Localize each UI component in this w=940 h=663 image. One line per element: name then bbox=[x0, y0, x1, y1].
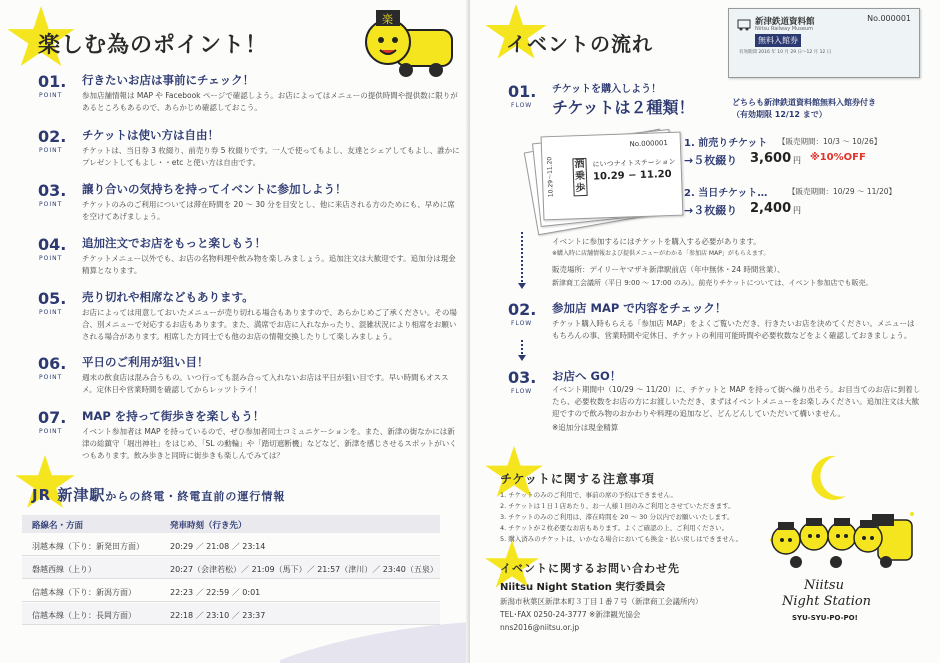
point-number: 02. bbox=[38, 127, 67, 146]
jr-section-title bbox=[32, 484, 285, 505]
event-ticket-side: 10.29〜11.20 bbox=[546, 156, 555, 198]
point-label: POINT bbox=[39, 428, 63, 435]
notes-title: チケットに関する注意事項 bbox=[500, 472, 655, 486]
point-label: POINT bbox=[39, 92, 63, 99]
row-line: 磐越西線（上り） bbox=[32, 565, 96, 574]
point-02 bbox=[38, 127, 468, 177]
flow-body: イベント期間中（10/29 〜 11/20）に、チケットと MAP を持って街へ繰り出そう。お目当てのお店に到着したら、必要枚数をお店の方にお渡しいただき、まずはイベントメニューをお楽しみください。追加注文は大歓迎ですので飲み物のおかわりや料理の追加など、どんどんしていただいて構いません。 bbox=[552, 385, 921, 418]
row-line: 信越本線（上り：長岡方面） bbox=[32, 611, 136, 620]
event-ticket-name: にいつナイトステーション bbox=[592, 157, 676, 169]
flow-body: チケット購入時もらえる「参加店 MAP」をよくご覧いただき、行きたいお店を決めてください。メニューはもちろんの事、営業時間や定休日、チケットの利用可能時間や必要枚数などをよく確認しておきましょう。 bbox=[552, 319, 915, 340]
flow-title: チケットを購入しよう！ bbox=[552, 84, 662, 95]
point-title: 譲り合いの気持ちを持ってイベントに参加しよう！ bbox=[82, 182, 347, 196]
point-title: 売り切れや相席などもあります。 bbox=[82, 290, 254, 304]
point-body: お店によっては用意しておいたメニューが売り切れる場合もありますので、あらかじめご了承ください。その場合、別メニューで対応するお店もあります。また、満席でお店に入れなかったり、混雑状況により相席をお願いされる場合があります。相席した方同士でも他のお店の情報交換したりして楽しみましょう。 bbox=[82, 308, 457, 341]
purple-wave-decoration bbox=[280, 620, 470, 663]
point-label: POINT bbox=[39, 201, 63, 208]
header-times: 発車時刻（行き先） bbox=[170, 521, 247, 531]
flow-number: 01. bbox=[508, 82, 537, 101]
point-body: 参加店舗情報は MAP や Facebook ページで確認しよう。お店によってはメニューの提供時間や提供数に限りがあるところもあるので、あらかじめ確認しておこう。 bbox=[82, 91, 458, 112]
point-label: POINT bbox=[39, 255, 63, 262]
table-row bbox=[22, 580, 440, 602]
jr-title-rest: からの終電・終電直前の運行情報 bbox=[105, 490, 286, 503]
point-label: POINT bbox=[39, 147, 63, 154]
point-03 bbox=[38, 181, 468, 231]
point-06 bbox=[38, 354, 468, 404]
points-title: 楽しむ為のポイント！ bbox=[38, 33, 269, 58]
advance-ticket-period: 【販売期間：10/3 〜 10/26】 bbox=[778, 137, 882, 146]
advance-ticket-price: 3,600 bbox=[750, 151, 792, 166]
sameday-ticket-period: 【販売期間：10/29 〜 11/20】 bbox=[788, 187, 896, 196]
mascot-train-icon bbox=[358, 8, 458, 82]
row-line: 信越本線（下り：新潟方面） bbox=[32, 588, 136, 597]
flow-arrow-icon bbox=[518, 283, 526, 289]
point-body: イベント参加者は MAP を持っているので、ぜひ参加者同士コミュニケーションを。また、新津の街なかには新津の総鎮守「堀出神社」をはじめ、「SL の動輪」や「踏切遮断機」などなど、新津を感じさせるスポットがいくつもあります。飲み歩きと同時に街歩きも楽しんでみては？ bbox=[82, 427, 457, 460]
table-row bbox=[22, 534, 440, 556]
row-times: 22:23 ／ 22:59 ／ 0:01 bbox=[170, 588, 261, 597]
organizer-email: nns2016@niitsu.or.jp bbox=[500, 623, 580, 632]
point-number: 05. bbox=[38, 289, 67, 308]
flow-number: 03. bbox=[508, 368, 537, 387]
flow-label: FLOW bbox=[511, 320, 533, 327]
note-item: 5. 購入済みのチケットは、いかなる場合においても換金・払い戻しはできません。 bbox=[500, 535, 743, 543]
point-title: 平日のご利用が狙い目！ bbox=[82, 355, 209, 369]
flow-title: お店へ GO！ bbox=[552, 369, 622, 383]
logo-niitsu: Niitsu bbox=[804, 578, 844, 593]
flow1-text-1: イベントに参加するにはチケットを購入する必要があります。 bbox=[552, 237, 761, 246]
point-label: POINT bbox=[39, 374, 63, 381]
point-number: 01. bbox=[38, 72, 67, 91]
header-line: 路線名・方面 bbox=[32, 521, 84, 531]
event-ticket-no: No.000001 bbox=[629, 139, 669, 149]
event-ticket-dates: 10.29 − 11.20 bbox=[592, 168, 672, 183]
sameday-ticket-title: 2. 当日チケット… bbox=[684, 188, 768, 199]
point-title: 行きたいお店は事前にチェック！ bbox=[82, 73, 255, 87]
point-title: チケットは使い方は自由！ bbox=[82, 128, 219, 142]
flow1-text-2: ※購入時に店舗情報および提供メニューがわかる「参加店 MAP」がもらえます。 bbox=[552, 250, 770, 257]
table-row bbox=[22, 557, 440, 579]
point-number: 03. bbox=[38, 181, 67, 200]
advance-ticket-set: →５枚綴り bbox=[684, 154, 738, 167]
museum-ticket-image bbox=[728, 8, 920, 78]
row-times: 20:29 ／ 21:08 ／ 23:14 bbox=[170, 542, 266, 551]
timetable-header bbox=[22, 515, 440, 533]
logo-night-station: Night Station bbox=[782, 594, 872, 609]
flow-note: ※追加分は現金精算 bbox=[552, 423, 619, 432]
point-label: POINT bbox=[39, 309, 63, 316]
point-title: MAP を持って街歩きを楽しもう！ bbox=[82, 409, 265, 423]
point-04 bbox=[38, 235, 468, 285]
point-body: チケットメニュー以外でも、お店の名物料理や飲み物を楽しみましょう。追加注文は大歓迎です。追加分は現金精算となります。 bbox=[82, 254, 456, 275]
note-item: 1. チケットのみのご利用で、事前の席の予約はできません。 bbox=[500, 491, 677, 499]
point-01 bbox=[38, 72, 468, 122]
mascots-train-illustration bbox=[766, 500, 916, 580]
note-item: 4. チケットが２枚必要なお店もあります。よくご確認の上、ご利用ください。 bbox=[500, 524, 729, 532]
flow-label: FLOW bbox=[511, 102, 533, 109]
event-ticket-image bbox=[541, 132, 684, 221]
point-title: 追加注文でお店をもっと楽しもう！ bbox=[82, 236, 266, 250]
ticket-types-sub2: （有効期限 12/12 まで） bbox=[732, 110, 827, 119]
organizer-address: 新潟市秋葉区新津本町３丁目１番７号（新津商工会議所内） bbox=[500, 597, 703, 606]
contact-title: イベントに関するお問い合わせ先 bbox=[500, 562, 680, 575]
ticket-kind: 無料入館券 bbox=[755, 34, 801, 47]
sameday-ticket-set: →３枚綴り bbox=[684, 204, 738, 217]
note-item: 3. チケットのみのご利用は、滞在時間を 20 〜 30 分以内でお願いいたします。 bbox=[500, 513, 734, 521]
flow-arrow-icon bbox=[518, 355, 526, 361]
row-times: 22:18 ／ 23:10 ／ 23:37 bbox=[170, 611, 266, 620]
flow-connector bbox=[521, 232, 523, 282]
point-body: 週末の飲食店は混み合うもの。いつ行っても混み合って入れないお店は平日が狙い目です。早い時間もオススメ。定休日や営業時間を確認してからレッツトライ！ bbox=[82, 373, 449, 394]
ticket-types-sub1: どちらも新津鉄道資料館無料入館券付き bbox=[732, 98, 876, 107]
row-line: 羽越本線（下り：新発田方面） bbox=[32, 542, 144, 551]
logo-syu-syu: SYU-SYU-PO-PO! bbox=[792, 614, 858, 622]
note-item: 2. チケットは１日１店あたり、お一人様１回のみご利用とさせていただきます。 bbox=[500, 502, 735, 510]
flow-label: FLOW bbox=[511, 388, 533, 395]
advance-discount: ※10%OFF bbox=[810, 152, 866, 163]
ticket-museum-sub: Niitsu Railway Museum bbox=[755, 26, 813, 32]
advance-ticket-title: 1. 前売りチケット bbox=[684, 138, 768, 149]
flow1-text-3: 販売場所：デイリーヤマザキ新津駅前店（年中無休・24 時間営業）、 bbox=[552, 265, 785, 274]
point-body: チケットのみのご利用については滞在時間を 20 〜 30 分を目安とし、他に来店される方のためにも、早めに席を空けてあげましょう。 bbox=[82, 200, 455, 221]
svg-text:楽: 楽 bbox=[382, 13, 393, 26]
flow-connector bbox=[521, 340, 523, 354]
point-07 bbox=[38, 408, 468, 468]
point-number: 06. bbox=[38, 354, 67, 373]
point-number: 04. bbox=[38, 235, 67, 254]
train-logo-icon bbox=[737, 17, 751, 31]
moon-icon bbox=[806, 452, 850, 502]
event-ticket-kanji: 酒乗歩 bbox=[572, 158, 587, 196]
ticket-types-heading: チケットは２種類！ bbox=[552, 98, 695, 117]
advance-ticket-yen: 円 bbox=[793, 156, 801, 165]
ticket-museum: 新津鉄道資料館 bbox=[755, 17, 815, 27]
organizer-name: Niitsu Night Station 実行委員会 bbox=[500, 582, 666, 593]
point-number: 07. bbox=[38, 408, 67, 427]
row-times: 20:27（会津若松）／ 21:09（馬下）／ 21:57（津川）／ 23:40（五泉） bbox=[170, 565, 438, 574]
ticket-period: 有効期間 2016 年 10 月 29 日〜12 月 12 日 bbox=[739, 50, 832, 55]
sameday-ticket-price: 2,400 bbox=[750, 201, 792, 216]
sameday-ticket-yen: 円 bbox=[793, 206, 801, 215]
point-05 bbox=[38, 289, 468, 351]
organizer-tel: TEL･FAX 0250-24-3777 ※新津観光協会 bbox=[500, 610, 641, 619]
flow-title: 参加店 MAP で内容をチェック！ bbox=[552, 301, 727, 315]
flow-number: 02. bbox=[508, 300, 537, 319]
ticket-no: No.000001 bbox=[867, 14, 911, 23]
point-body: チケットは、当日券 3 枚綴り、前売り券 5 枚綴りです。一人で使ってもよし、友達とシェアしてもよし、誰かにプレゼントしてもよし・・etc と使い方は自由です。 bbox=[82, 146, 460, 167]
flow1-text-4: 新津商工会議所（平日 9:00 〜 17:00 のみ）。前売りチケットについては、イベント参加店でも販売。 bbox=[552, 279, 873, 287]
flow-title: イベントの流れ bbox=[506, 32, 653, 56]
jr-station-name: JR 新津駅 bbox=[32, 486, 106, 504]
right-page bbox=[470, 0, 940, 663]
